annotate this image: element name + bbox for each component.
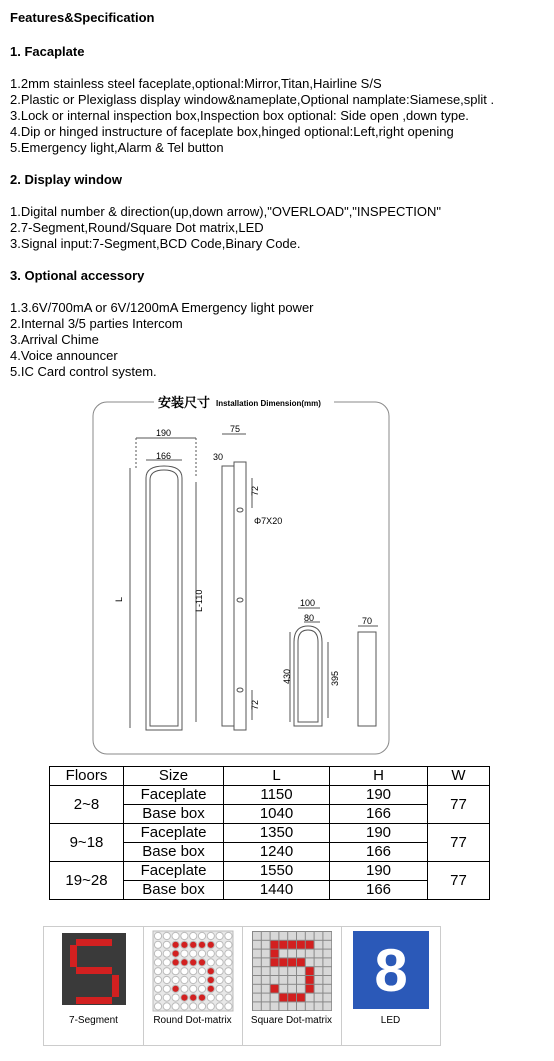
- matrix-dot: [198, 959, 205, 966]
- matrix-dot: [190, 950, 197, 957]
- matrix-square: [288, 994, 296, 1002]
- matrix-dot: [198, 976, 205, 983]
- matrix-dot: [172, 985, 179, 992]
- size-cell: Faceplate: [124, 786, 224, 805]
- list-item: 2.7-Segment,Round/Square Dot matrix,LED: [10, 220, 264, 235]
- matrix-square: [288, 976, 296, 984]
- matrix-square: [271, 1002, 279, 1010]
- matrix-square: [262, 950, 270, 958]
- matrix-dot: [198, 932, 205, 939]
- matrix-square: [323, 976, 331, 984]
- list-item: 3.Lock or internal inspection box,Inspection box optional: Side open ,down type.: [10, 108, 469, 123]
- size-cell: Base box: [124, 843, 224, 862]
- matrix-square: [288, 967, 296, 975]
- width-cell: 77: [428, 824, 490, 862]
- size-cell: Base box: [124, 881, 224, 900]
- list-item: 2.Internal 3/5 parties Intercom: [10, 316, 183, 331]
- matrix-square: [279, 967, 287, 975]
- matrix-square: [271, 932, 279, 940]
- matrix-dot: [163, 994, 170, 1001]
- svg-text:72: 72: [250, 699, 260, 710]
- matrix-dot: [207, 1003, 214, 1010]
- matrix-dot: [181, 950, 188, 957]
- matrix-dot: [163, 959, 170, 966]
- matrix-square: [279, 950, 287, 958]
- matrix-dot: [181, 985, 188, 992]
- matrix-dot: [198, 1003, 205, 1010]
- table-header: L: [224, 767, 330, 786]
- matrix-square: [297, 985, 305, 993]
- matrix-square: [279, 1002, 287, 1010]
- matrix-square: [306, 1002, 314, 1010]
- matrix-square: [306, 967, 314, 975]
- matrix-square: [288, 985, 296, 993]
- faceplate-front: [146, 466, 182, 730]
- svg-text:190: 190: [156, 428, 172, 438]
- width-cell: 77: [428, 786, 490, 824]
- matrix-dot: [181, 959, 188, 966]
- matrix-dot: [207, 959, 214, 966]
- svg-text:75: 75: [230, 424, 241, 434]
- matrix-square: [306, 932, 314, 940]
- svg-text:30: 30: [213, 452, 224, 462]
- matrix-dot: [190, 932, 197, 939]
- matrix-dot: [216, 932, 223, 939]
- matrix-dot: [163, 968, 170, 975]
- matrix-dot: [172, 932, 179, 939]
- matrix-dot: [172, 976, 179, 983]
- matrix-dot: [190, 1003, 197, 1010]
- matrix-dot: [172, 941, 179, 948]
- segment: [76, 939, 112, 946]
- matrix-square: [323, 994, 331, 1002]
- matrix-square: [306, 985, 314, 993]
- matrix-dot: [181, 994, 188, 1001]
- matrix-square: [253, 976, 261, 984]
- length-cell: 1550: [224, 862, 330, 881]
- matrix-square: [323, 1002, 331, 1010]
- matrix-dot: [216, 941, 223, 948]
- matrix-square: [306, 976, 314, 984]
- matrix-dot: [163, 941, 170, 948]
- floors-cell: 19~28: [50, 862, 124, 900]
- list-item: 5.IC Card control system.: [10, 364, 157, 379]
- matrix-dot: [190, 968, 197, 975]
- round-dot-matrix-image: [143, 927, 242, 1013]
- installation-dimension-diagram: [92, 392, 392, 756]
- svg-text:L: L: [114, 596, 124, 602]
- matrix-square: [279, 932, 287, 940]
- matrix-square: [271, 941, 279, 949]
- matrix-dot: [154, 985, 161, 992]
- matrix-square: [271, 976, 279, 984]
- svg-text:70: 70: [362, 616, 373, 626]
- length-cell: 1240: [224, 843, 330, 862]
- length-cell: 1040: [224, 805, 330, 824]
- matrix-square: [306, 958, 314, 966]
- matrix-dot: [190, 941, 197, 948]
- matrix-dot: [181, 976, 188, 983]
- matrix-square: [297, 941, 305, 949]
- matrix-dot: [154, 932, 161, 939]
- matrix-square: [297, 958, 305, 966]
- matrix-square: [262, 976, 270, 984]
- list-item: 5.Emergency light,Alarm & Tel button: [10, 140, 224, 155]
- table-header: Floors: [50, 767, 124, 786]
- matrix-dot: [216, 1003, 223, 1010]
- matrix-square: [253, 950, 261, 958]
- matrix-square: [315, 958, 323, 966]
- display-7-segment: [44, 927, 144, 1045]
- diagram-title-en: Installation Dimension(mm): [216, 399, 321, 408]
- list-item: 3.Arrival Chime: [10, 332, 99, 347]
- matrix-dot: [163, 985, 170, 992]
- matrix-square: [323, 985, 331, 993]
- display-led: [341, 927, 440, 1045]
- matrix-dot: [172, 1003, 179, 1010]
- caption-round-dot-matrix: Round Dot-matrix: [153, 1015, 232, 1026]
- matrix-dot: [225, 959, 232, 966]
- matrix-square: [323, 932, 331, 940]
- matrix-dot: [207, 976, 214, 983]
- matrix-square: [253, 994, 261, 1002]
- matrix-dot: [207, 932, 214, 939]
- matrix-square: [315, 994, 323, 1002]
- segment: [76, 967, 112, 974]
- matrix-dot: [172, 994, 179, 1001]
- caption-7-segment: 7-Segment: [69, 1015, 118, 1026]
- height-cell: 166: [330, 881, 428, 900]
- segment: [76, 997, 112, 1004]
- matrix-dot: [198, 968, 205, 975]
- matrix-dot: [163, 976, 170, 983]
- matrix-square: [262, 967, 270, 975]
- matrix-square: [297, 994, 305, 1002]
- matrix-dot: [190, 994, 197, 1001]
- diagram-title-cn: 安装尺寸: [158, 395, 211, 410]
- matrix-square: [253, 958, 261, 966]
- matrix-dot: [225, 985, 232, 992]
- matrix-square: [315, 950, 323, 958]
- matrix-dot: [172, 950, 179, 957]
- list-item: 4.Dip or hinged instructure of faceplate box,hinged optional:Left,right opening: [10, 124, 454, 139]
- length-cell: 1350: [224, 824, 330, 843]
- section-heading-display-window: 2. Display window: [10, 172, 122, 187]
- svg-text:80: 80: [304, 613, 315, 623]
- matrix-square: [315, 985, 323, 993]
- matrix-dot: [190, 976, 197, 983]
- matrix-dot: [225, 1003, 232, 1010]
- caption-led: LED: [380, 1015, 401, 1026]
- matrix-square: [288, 950, 296, 958]
- matrix-dot: [154, 941, 161, 948]
- matrix-square: [315, 932, 323, 940]
- matrix-square: [253, 967, 261, 975]
- matrix-square: [297, 950, 305, 958]
- facaplate-list: [10, 76, 494, 156]
- width-cell: 77: [428, 862, 490, 900]
- matrix-square: [297, 932, 305, 940]
- matrix-square: [253, 941, 261, 949]
- height-cell: 166: [330, 843, 428, 862]
- segment: [70, 945, 77, 967]
- matrix-square: [271, 994, 279, 1002]
- matrix-square: [315, 941, 323, 949]
- matrix-square: [262, 985, 270, 993]
- height-cell: 190: [330, 786, 428, 805]
- matrix-square: [323, 950, 331, 958]
- matrix-dot: [207, 950, 214, 957]
- faceplate-side: [234, 462, 246, 730]
- height-cell: 190: [330, 862, 428, 881]
- matrix-square: [323, 958, 331, 966]
- matrix-dot: [216, 976, 223, 983]
- list-item: 1.2mm stainless steel faceplate,optional:Mirror,Titan,Hairline S/S: [10, 76, 382, 91]
- height-cell: 166: [330, 805, 428, 824]
- matrix-square: [306, 994, 314, 1002]
- matrix-square: [253, 985, 261, 993]
- page-title: Features&Specification: [10, 10, 155, 25]
- size-cell: Faceplate: [124, 824, 224, 843]
- matrix-dot: [225, 950, 232, 957]
- matrix-square: [271, 950, 279, 958]
- matrix-dot: [154, 976, 161, 983]
- matrix-square: [315, 1002, 323, 1010]
- matrix-dot: [225, 976, 232, 983]
- matrix-square: [279, 985, 287, 993]
- matrix-square: [262, 1002, 270, 1010]
- matrix-square: [279, 994, 287, 1002]
- square-dot-matrix-image: [242, 927, 341, 1013]
- matrix-dot: [181, 1003, 188, 1010]
- matrix-square: [271, 967, 279, 975]
- matrix-square: [262, 932, 270, 940]
- matrix-dot: [225, 994, 232, 1001]
- matrix-dot: [216, 950, 223, 957]
- matrix-dot: [216, 968, 223, 975]
- hole-dimension: Φ7X20: [254, 516, 283, 526]
- display-types-strip: [43, 926, 441, 1046]
- matrix-square: [262, 941, 270, 949]
- matrix-dot: [198, 950, 205, 957]
- seven-segment-image: [44, 927, 143, 1013]
- length-cell: 1150: [224, 786, 330, 805]
- list-item: 1.Digital number & direction(up,down arrow),"OVERLOAD","INSPECTION": [10, 204, 441, 219]
- matrix-dot: [198, 941, 205, 948]
- svg-text:166: 166: [156, 451, 172, 461]
- matrix-square: [271, 985, 279, 993]
- table-header: Size: [124, 767, 224, 786]
- optional-accessory-list: [10, 300, 314, 380]
- matrix-square: [253, 932, 261, 940]
- matrix-dot: [216, 959, 223, 966]
- matrix-square: [279, 941, 287, 949]
- inspection-box-side: [358, 632, 376, 726]
- matrix-square: [288, 1002, 296, 1010]
- size-cell: Faceplate: [124, 862, 224, 881]
- matrix-dot: [207, 994, 214, 1001]
- matrix-square: [315, 976, 323, 984]
- height-cell: 190: [330, 824, 428, 843]
- list-item: 2.Plastic or Plexiglass display window&nameplate,Optional namplate:Siamese,split .: [10, 92, 495, 107]
- list-item: 4.Voice announcer: [10, 348, 118, 363]
- svg-text:72: 72: [250, 485, 260, 496]
- matrix-dot: [190, 985, 197, 992]
- matrix-dot: [181, 968, 188, 975]
- matrix-dot: [190, 959, 197, 966]
- svg-text:L-110: L-110: [194, 589, 204, 612]
- svg-text:395: 395: [330, 670, 340, 686]
- matrix-dot: [154, 994, 161, 1001]
- matrix-dot: [154, 959, 161, 966]
- matrix-dot: [154, 968, 161, 975]
- matrix-dot: [225, 932, 232, 939]
- matrix-square: [279, 976, 287, 984]
- svg-text:100: 100: [300, 598, 316, 608]
- matrix-dot: [154, 1003, 161, 1010]
- matrix-square: [288, 958, 296, 966]
- led-digit: 8: [374, 936, 408, 1004]
- size-cell: Base box: [124, 805, 224, 824]
- matrix-dot: [207, 985, 214, 992]
- diagram-frame: [93, 402, 389, 754]
- matrix-dot: [207, 968, 214, 975]
- display-window-list: [10, 204, 441, 252]
- matrix-dot: [198, 994, 205, 1001]
- matrix-square: [323, 967, 331, 975]
- caption-square-dot-matrix: Square Dot-matrix: [250, 1015, 333, 1026]
- dimension-table: [49, 766, 490, 900]
- list-item: 3.Signal input:7-Segment,BCD Code,Binary Code.: [10, 236, 301, 251]
- matrix-dot: [207, 941, 214, 948]
- matrix-square: [306, 950, 314, 958]
- section-heading-facaplate: 1. Facaplate: [10, 44, 85, 59]
- matrix-dot: [163, 1003, 170, 1010]
- matrix-square: [315, 967, 323, 975]
- matrix-dot: [181, 932, 188, 939]
- matrix-square: [253, 1002, 261, 1010]
- display-square-dot-matrix: [242, 927, 342, 1045]
- matrix-dot: [216, 994, 223, 1001]
- matrix-dot: [163, 932, 170, 939]
- matrix-square: [271, 958, 279, 966]
- matrix-square: [306, 941, 314, 949]
- table-header: H: [330, 767, 428, 786]
- svg-text:430: 430: [282, 668, 292, 684]
- floors-cell: 2~8: [50, 786, 124, 824]
- matrix-dot: [172, 959, 179, 966]
- matrix-dot: [172, 968, 179, 975]
- led-panel: [353, 931, 429, 1009]
- matrix-dot: [225, 941, 232, 948]
- list-item: 1.3.6V/700mA or 6V/1200mA Emergency light power: [10, 300, 314, 315]
- matrix-dot: [163, 950, 170, 957]
- matrix-square: [262, 994, 270, 1002]
- floors-cell: 9~18: [50, 824, 124, 862]
- matrix-square: [297, 976, 305, 984]
- display-round-dot-matrix: [143, 927, 243, 1045]
- matrix-dot: [198, 985, 205, 992]
- matrix-dot: [154, 950, 161, 957]
- matrix-dot: [216, 985, 223, 992]
- matrix-square: [288, 941, 296, 949]
- table-header: W: [428, 767, 490, 786]
- length-cell: 1440: [224, 881, 330, 900]
- matrix-dot: [225, 968, 232, 975]
- segment: [112, 975, 119, 997]
- matrix-dot: [181, 941, 188, 948]
- matrix-square: [262, 958, 270, 966]
- matrix-square: [297, 967, 305, 975]
- matrix-square: [297, 1002, 305, 1010]
- matrix-square: [279, 958, 287, 966]
- section-heading-optional-accessory: 3. Optional accessory: [10, 268, 145, 283]
- matrix-square: [323, 941, 331, 949]
- matrix-square: [288, 932, 296, 940]
